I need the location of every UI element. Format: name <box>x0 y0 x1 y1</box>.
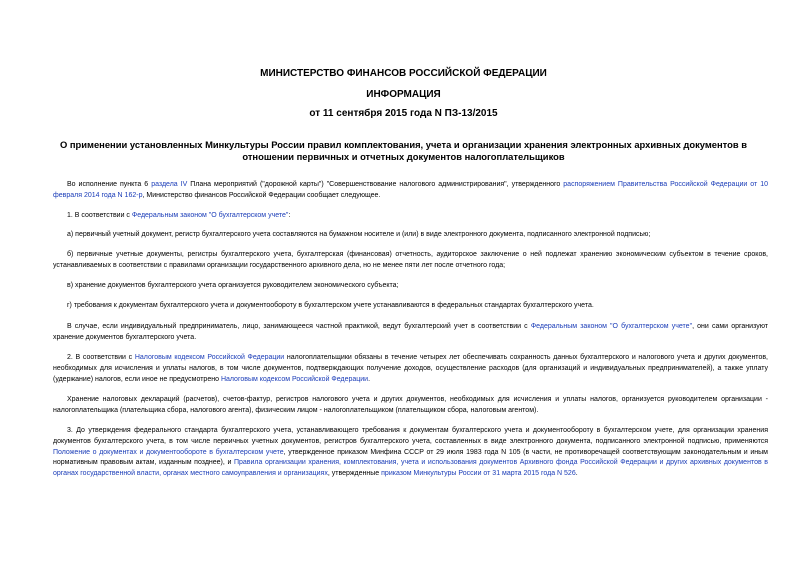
link-federal-law-accounting[interactable]: Федеральным законом "О бухгалтерском учете" <box>131 212 289 219</box>
text-segment: Плана мероприятий ("дорожной карты") "Совершенствование налогового администрирования", утвержденного <box>187 181 564 188</box>
document-title: О применении установленных Минкультуры России правил комплектования, учета и организации хранения электронных архивных документов в отношении первичных и отчетных документов налогоплательщиков <box>59 139 747 162</box>
link-archive-rules[interactable]: Правила организации хранения, комплектования, учета и использования документов Архивного фонда Российской Федерации и других архивных документов в органах государственной власти, органах местного самоуправления и организациях <box>53 459 768 478</box>
link-tax-code-2[interactable]: Налоговым кодексом Российской Федерации <box>220 375 369 383</box>
link-government-order[interactable]: распоряжением Правительства Российской Федерации от 10 февраля 2014 года N 162-р <box>53 181 768 199</box>
link-section-iv[interactable]: раздела IV <box>151 181 188 188</box>
paragraph-tax-declarations: Хранение налоговых деклараций (расчетов), счетов-фактур, регистров налогового учета и других документов, необходимых для исчисления и уплаты налогов, организуется руководителем организации - налогоплательщика (плательщика сбора, налогового агента), физическим лицом - налогоплательщиком (плательщиком сбора, налоговым агентом). <box>53 396 768 414</box>
paragraph-entrepreneur <box>53 322 768 344</box>
text-segment: . <box>575 470 578 478</box>
text-segment: налогоплательщики обязаны в течение четырех лет обеспечивать сохранность данных бухгалтерского и налогового учета и других документов, необходимых для исчисления и уплаты налогов, в том числе документов, подтверждающих получение доходов, осуществление расходов (для организаций и индивидуальных предпринимателей), а также уплату (удержание) налогов, если иное не предусмотрено <box>53 354 768 383</box>
text-segment: , Министерство финансов Российской Федерации сообщает следующее. <box>142 191 381 199</box>
link-tax-code[interactable]: Налоговым кодексом Российской Федерации <box>134 354 285 361</box>
text-segment: , утвержденные <box>327 470 382 478</box>
text-segment: 1. В соответствии с <box>67 212 132 219</box>
paragraph-intro <box>53 180 768 202</box>
text-segment: . <box>368 375 371 383</box>
paragraph-1a: а) первичный учетный документ, регистр бухгалтерского учета составляются на бумажном носителе и (или) в виде электронного документа, подписанного электронной подписью; <box>67 231 651 238</box>
paragraph-3 <box>53 426 768 480</box>
document-type-heading: ИНФОРМАЦИЯ <box>366 89 441 100</box>
link-culture-ministry-order[interactable]: приказом Минкультуры России от 31 марта 2015 года N 526 <box>381 470 576 478</box>
paragraph-1c: в) хранение документов бухгалтерского учета организуется руководителем экономического субъекта; <box>67 282 399 289</box>
text-segment: В случае, если индивидуальный предприниматель, лицо, занимающееся частной практикой, ведут бухгалтерский учет в соответствии с <box>67 323 531 330</box>
paragraph-1b: б) первичные учетные документы, регистры бухгалтерского учета, бухгалтерская (финансовая) отчетность, аудиторское заключение о ней подлежат хранению экономическим субъектом в течение сроков, устанавливаемых в соответствии с правилами организации государственного архивного дела, но не менее пяти лет после отчетного года; <box>53 251 768 269</box>
link-regulation-documents[interactable]: Положение о документах и документообороте в бухгалтерском учете <box>53 448 284 456</box>
text-segment: Во исполнение пункта 6 <box>67 181 152 188</box>
paragraph-2 <box>53 353 768 385</box>
text-segment: , они сами организуют хранение документов бухгалтерского учета. <box>53 323 769 341</box>
document-date-number: от 11 сентября 2015 года N ПЗ-13/2015 <box>309 108 498 119</box>
ministry-heading: МИНИСТЕРСТВО ФИНАНСОВ РОССИЙСКОЙ ФЕДЕРАЦИИ <box>260 68 547 79</box>
text-segment: , утвержденное приказом Минфина СССР от 29 июля 1983 года N 105 (в части, не противоречащей соответствующим законодательным и иным нормативным правовым актам, изданным позднее), и <box>53 448 768 467</box>
text-segment: : <box>288 212 291 219</box>
link-federal-law-accounting-2[interactable]: Федеральным законом "О бухгалтерском учете" <box>530 323 693 330</box>
text-segment: 2. В соответствии с <box>67 354 135 361</box>
paragraph-1 <box>53 211 768 222</box>
paragraph-1d: г) требования к документам бухгалтерского учета и документообороту в бухгалтерском учете устанавливаются в федеральных стандартах бухгалтерского учета. <box>67 302 594 309</box>
text-segment: 3. До утверждения федерального стандарта бухгалтерского учета, устанавливающего требования к документам бухгалтерского учета и документообороту в бухгалтерском учете, для организации хранения документов бухгалтерского учета, в том числе первичных учетных документов, регистров бухгалтерского учета, составленных в виде электронного документа, подписанного электронной подписью, применяются <box>53 427 768 445</box>
